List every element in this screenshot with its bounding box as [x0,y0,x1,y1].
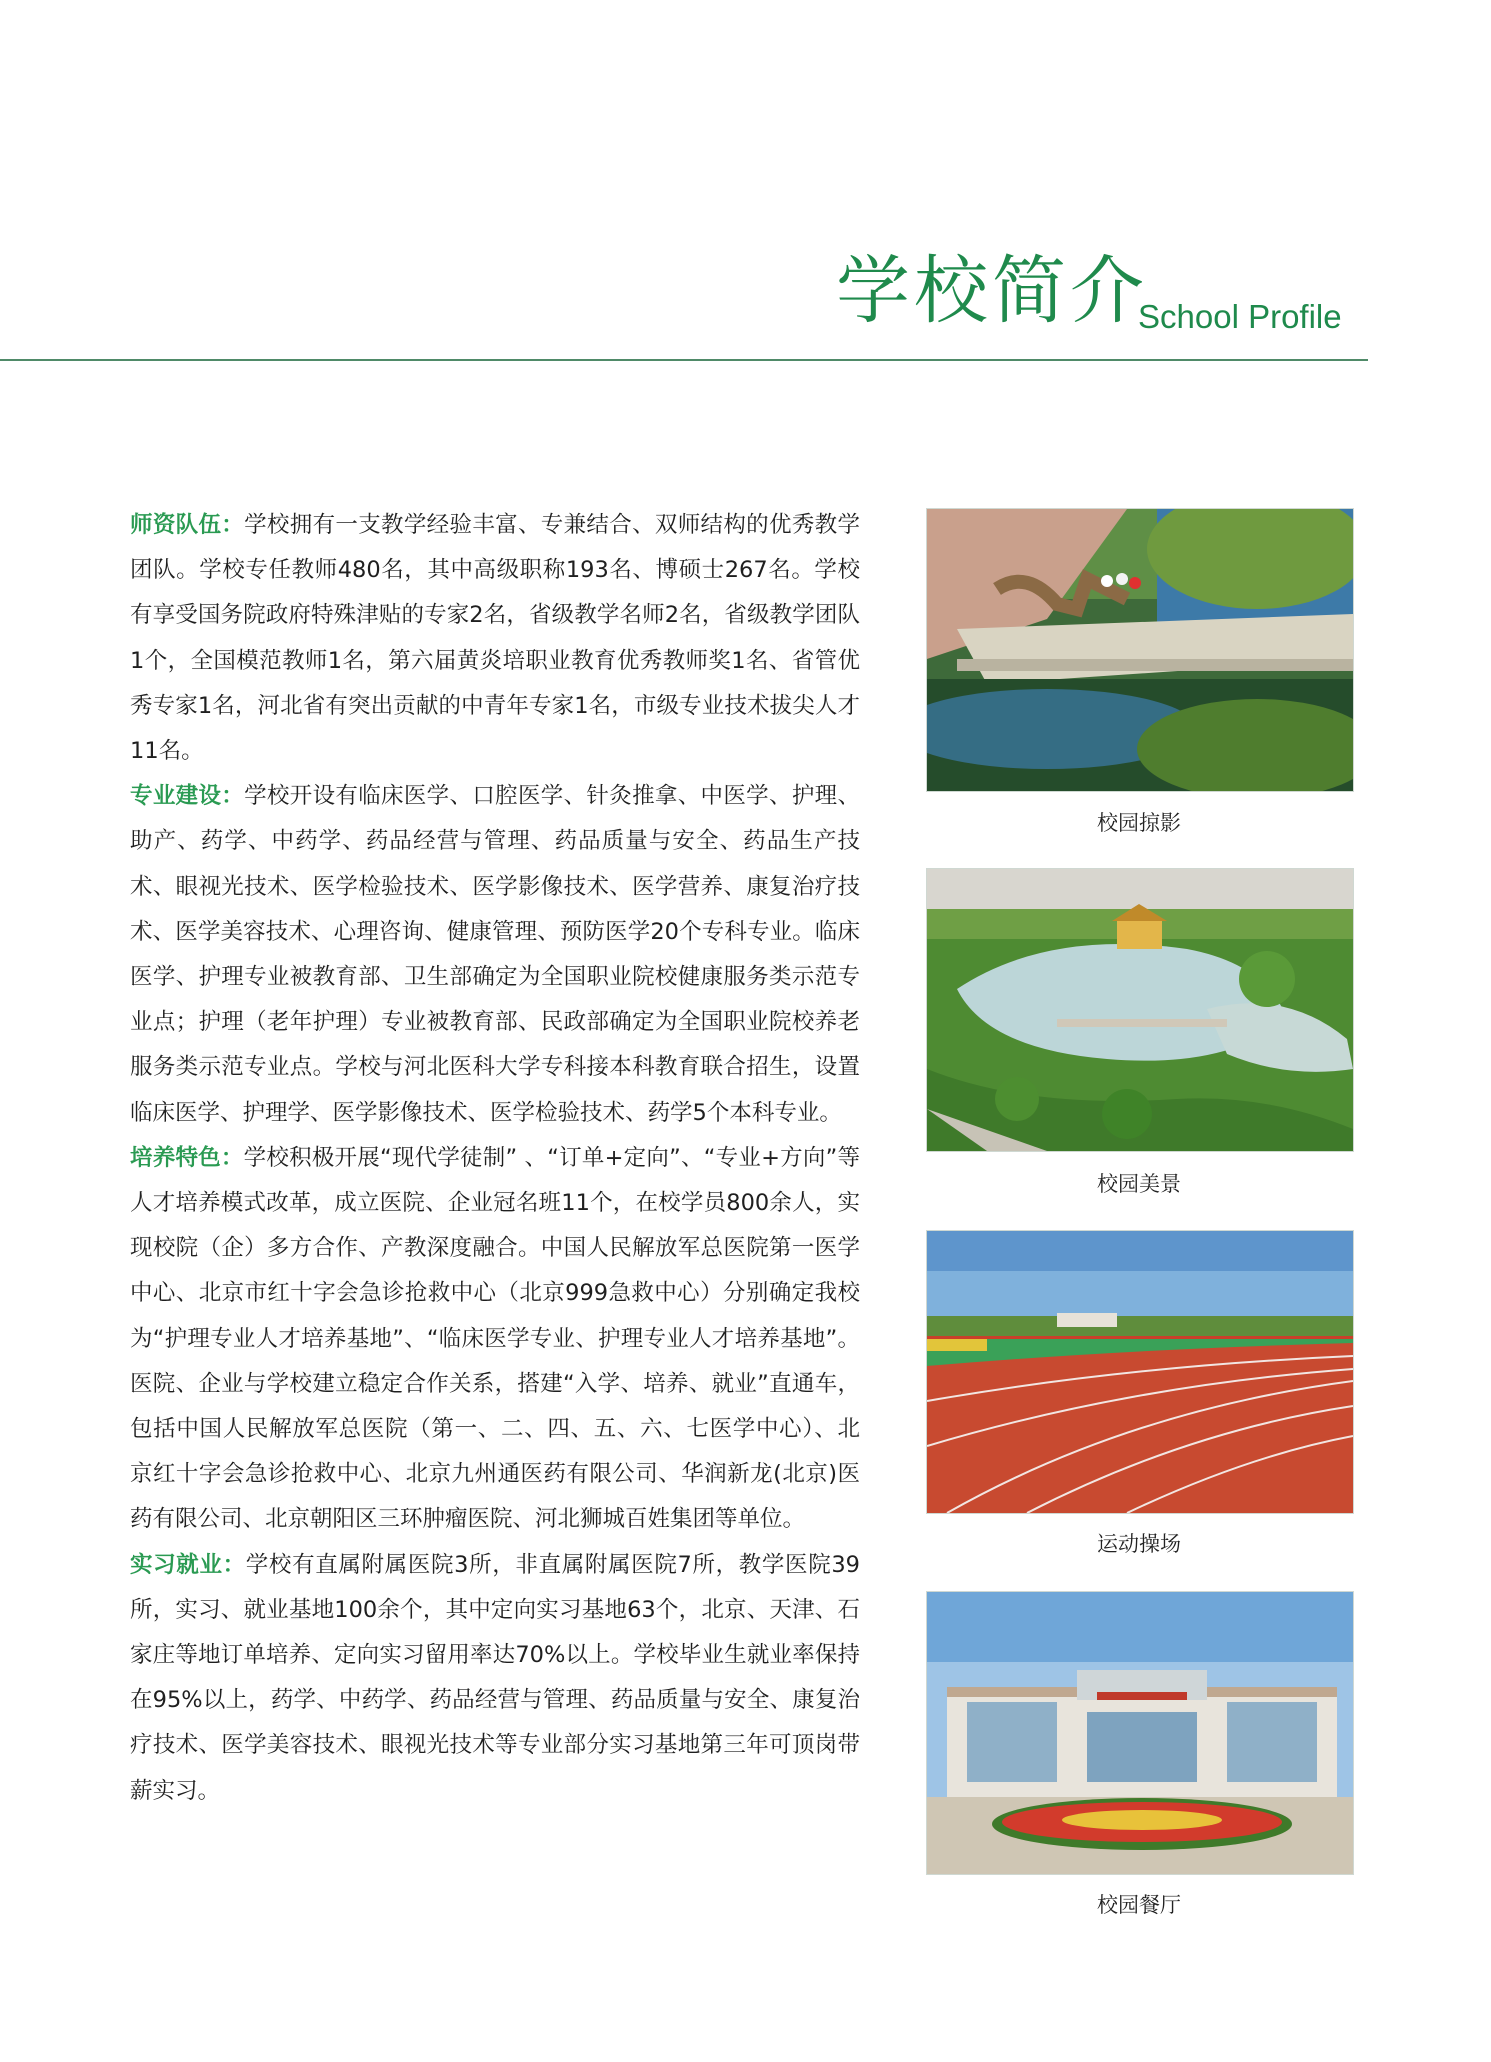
campus-glimpse-photo [926,508,1354,792]
campus-canteen-photo [926,1591,1354,1875]
section-internship [130,1543,860,1814]
photo-caption: 校园美景 [1097,1172,1181,1196]
page-title: 学校简介 [836,248,1148,334]
section-body: 学校积极开展“现代学徒制” 、“订单+定向”、“专业+方向”等人才培养模式改革，成立医院、企业冠名班11个，在校学员800余人，实现校院（企）多方合作、产教深度融合。中国人民解放军总医院第一医学中心、北京市红十字会急诊抢救中心（北京999急救中心）分别确定我校为“护理专业人才培养基地”、“临床医学专业、护理专业人才培养基地”。医院、企业与学校建立稳定合作关系，搭建“入学、培养、就业”直通车，包括中国人民解放军总医院（第一、二、四、五、六、七医学中心）、北京红十字会急诊抢救中心、北京九州通医药有限公司、华润新龙(北京)医药有限公司、北京朝阳区三环肿瘤医院、河北狮城百姓集团等单位。 [130,1144,860,1533]
section-body: 学校开设有临床医学、口腔医学、针灸推拿、中医学、护理、助产、药学、中药学、药品经营与管理、药品质量与安全、药品生产技术、眼视光技术、医学检验技术、医学影像技术、医学营养、康复治疗技术、医学美容技术、心理咨询、健康管理、预防医学20个专科专业。临床医学、护理专业被教育部、卫生部确定为全国职业院校健康服务类示范专业点；护理（老年护理）专业被教育部、民政部确定为全国职业院校养老服务类示范专业点。学校与河北医科大学专科接本科教育联合招生，设置临床医学、护理学、医学影像技术、医学检验技术、药学5个本科专业。 [130,783,860,1126]
header-divider [0,359,1368,361]
page-title-english: School Profile [1138,298,1342,335]
section-heading: 培养特色： [130,1144,244,1171]
section-body: 学校拥有一支教学经验丰富、专兼结合、双师结构的优秀教学团队。学校专任教师480名，其中高级职称193名、博硕士267名。学校有享受国务院政府特殊津贴的专家2名，省级教学名师2名，省级教学团队1个，全国模范教师1名，第六届黄炎培职业教育优秀教师奖1名、省管优秀专家1名，河北省有突出贡献的中青年专家1名，市级专业技术拔尖人才11名。 [130,512,860,765]
section-faculty [130,503,860,774]
section-body: 学校有直属附属医院3所，非直属附属医院7所，教学医院39所，实习、就业基地100余个，其中定向实习基地63个，北京、天津、石家庄等地订单培养、定向实习留用率达70%以上。学校毕业生就业率保持在95%以上，药学、中药学、药品经营与管理、药品质量与安全、康复治疗技术、医学美容技术、眼视光技术等专业部分实习基地第三年可顶岗带薪实习。 [130,1551,860,1804]
section-heading: 实习就业： [130,1551,246,1578]
sports-field-photo [926,1230,1354,1514]
section-training [130,1136,860,1543]
section-majors [130,774,860,1136]
photo-caption: 校园餐厅 [1097,1893,1181,1917]
section-heading: 专业建设： [130,783,245,810]
photo-caption: 运动操场 [1097,1532,1181,1556]
profile-text [130,503,860,1814]
campus-scenery-photo [926,868,1354,1152]
photo-caption: 校园掠影 [1097,811,1181,835]
section-heading: 师资队伍： [130,512,245,538]
